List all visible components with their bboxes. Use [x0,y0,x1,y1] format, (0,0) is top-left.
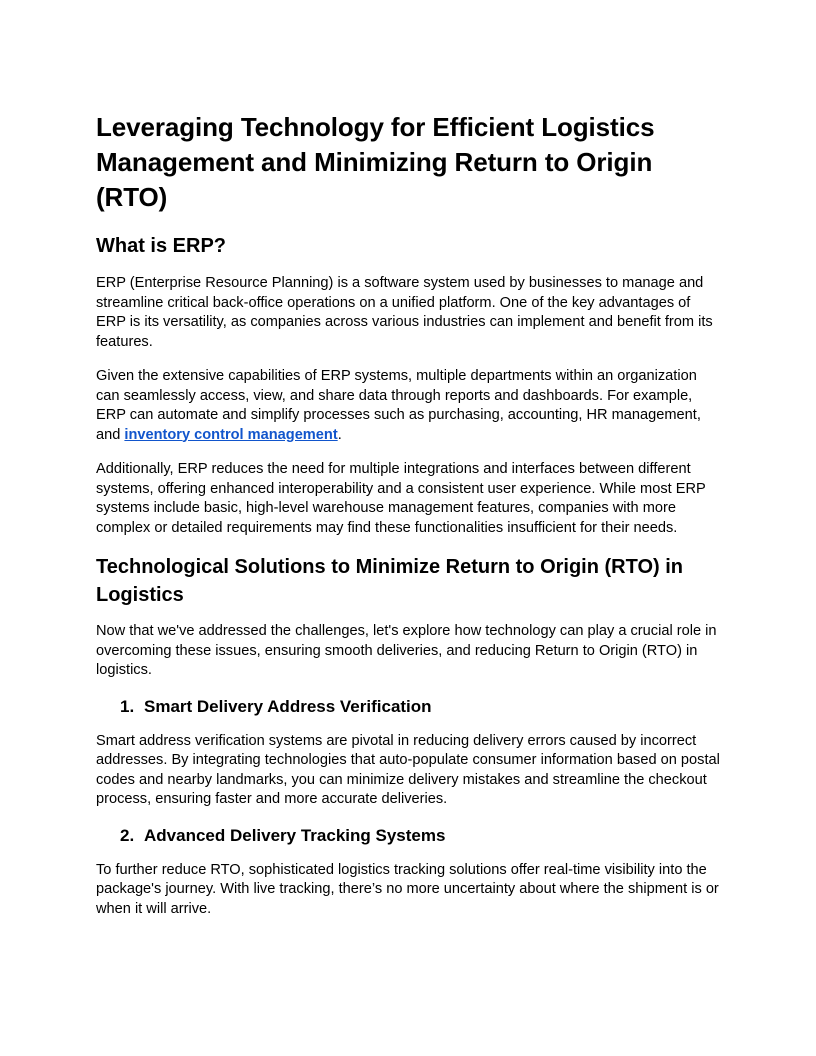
paragraph: ERP (Enterprise Resource Planning) is a software system used by businesses to manage and streamline critical back-office operations on a unified platform. One of the key advantages of ERP is its versatility, as companies across various industries can implement and benefit from its features. [96,275,713,350]
list-number: 2. [120,825,135,845]
list-number: 1. [120,696,135,716]
list-item [96,696,724,810]
paragraph-text-end: . [337,426,342,443]
paragraph-text: Given the extensive capabilities of ERP systems, multiple departments within an organization can seamlessly access, view, and share data through reports and dashboards. For example, ERP can automate and simplify processes such as purchasing, accounting, HR management, and [96,368,701,443]
list-heading-text: Advanced Delivery Tracking Systems [144,825,446,845]
inventory-control-management-link[interactable]: inventory control management [124,426,338,443]
section-heading-technological-solutions: Technological Solutions to Minimize Return to Origin (RTO) in Logistics [96,556,684,606]
list-item-heading [96,825,724,847]
section-heading-what-is-erp: What is ERP? [96,235,227,257]
numbered-list [96,696,724,920]
paragraph: Additionally, ERP reduces the need for multiple integrations and interfaces between different systems, offering enhanced interoperability and a consistent user experience. While most ERP systems include basic, high-level warehouse management features, companies with more complex or detailed requirements may find these functionalities insufficient for their needs. [96,461,706,536]
document-page [96,110,724,934]
list-item-body: Smart address verification systems are pivotal in reducing delivery errors caused by incorrect addresses. By integrating technologies that auto-populate consumer information based on postal codes and nearby landmarks, you can minimize delivery mistakes and streamline the checkout process, ensuring faster and more accurate deliveries. [96,732,720,807]
page-title: Leveraging Technology for Efficient Logistics Management and Minimizing Return to Origin (RTO) [96,112,655,212]
list-item-body: To further reduce RTO, sophisticated logistics tracking solutions offer real-time visibility into the package's journey. With live tracking, there’s no more uncertainty about where the shipment is or when it will arrive. [96,861,719,917]
list-heading-text: Smart Delivery Address Verification [144,696,432,716]
paragraph: Now that we've addressed the challenges, let's explore how technology can play a crucial role in overcoming these issues, ensuring smooth deliveries, and reducing Return to Origin (RTO) in logistics. [96,623,717,678]
list-item [96,825,724,920]
list-item-heading [96,696,724,718]
paragraph-with-link [96,367,724,445]
